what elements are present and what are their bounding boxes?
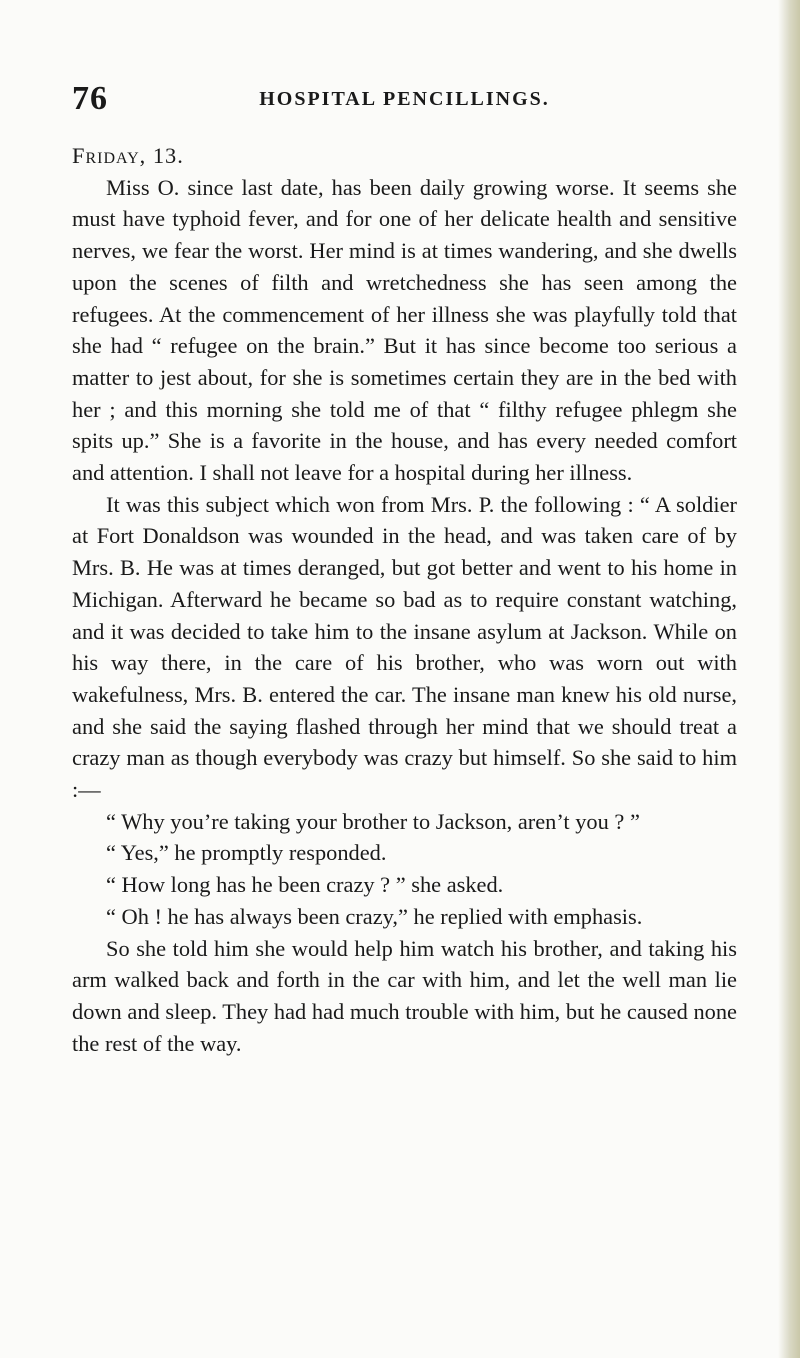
paragraph: Miss O. since last date, has been daily growing worse. It seems she must have typhoid fever, and for one of her delicate health and sensitive nerves, we fear the worst. Her mind is at times wandering, and she dwells upon the scenes of filth and wretchedness she has seen among the refugees. At the commencement of her illness she was playfully told that she had “ refugee on the brain.” But it has since become too serious a matter to jest about, for she is sometimes certain they are in the bed with her ; and this morning she told me of that “ filthy refugee phlegm she spits up.” She is a favorite in the house, and has every needed comfort and attention. I shall not leave for a hospital during her illness.: [72, 174, 737, 486]
paragraph: “ Yes,” he promptly responded.: [106, 840, 387, 866]
paragraph: So she told him she would help him watch his brother, and taking his arm walked back and forth in the car with him, and let the well man lie down and sleep. They had had much trouble with him, but he caused none the rest of the way.: [72, 935, 737, 1056]
paragraph: “ Why you’re taking your brother to Jackson, aren’t you ? ”: [106, 808, 640, 834]
paragraph: “ Oh ! he has always been crazy,” he replied with emphasis.: [106, 903, 643, 929]
body-text: [72, 140, 737, 1059]
date-heading: Friday, 13.: [72, 143, 184, 168]
running-title: HOSPITAL PENCILLINGS.: [259, 88, 550, 110]
running-head: [72, 80, 737, 116]
page-number: 76: [72, 80, 108, 117]
page-edge-shadow: [778, 0, 800, 1358]
paragraph: “ How long has he been crazy ? ” she asked.: [106, 872, 504, 898]
paragraph: It was this subject which won from Mrs. P. the following : “ A soldier at Fort Donaldson was wounded in the head, and was taken care of by Mrs. B. He was at times deranged, but got better and went to his home in Michigan. Afterward he became so bad as to require constant watching, and it was decided to take him to the insane asylum at Jackson. While on his way there, in the care of his brother, who was worn out with wakefulness, Mrs. B. entered the car. The insane man knew his old nurse, and she said the saying flashed through her mind that we should treat a crazy man as though everybody was crazy but himself. So she said to him :—: [72, 491, 737, 803]
